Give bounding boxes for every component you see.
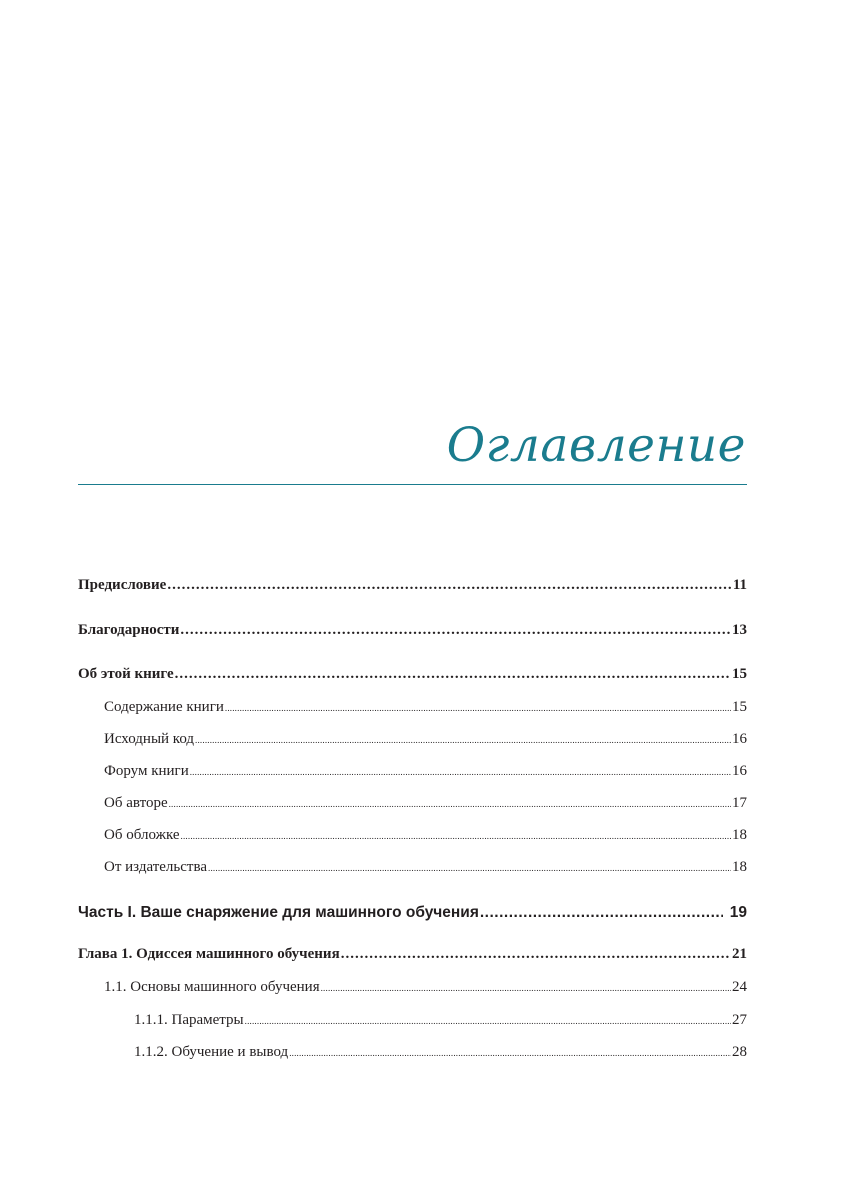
toc-entry-book-contents[interactable] [78, 699, 747, 716]
toc-entry-label: Часть I. Ваше снаряжение для машинного обучения [78, 904, 479, 921]
toc-entry-book-forum[interactable] [78, 763, 747, 780]
toc-leader-dots [167, 577, 732, 594]
toc-leader-dots [480, 904, 723, 922]
toc-entry-page: 19 [729, 904, 747, 921]
toc-entry-section-1-1-1[interactable] [78, 1012, 747, 1029]
toc-entry-page: 16 [732, 731, 747, 747]
toc-entry-label: Об авторе [104, 795, 168, 811]
toc-entry-label: Об этой книге [78, 666, 174, 682]
toc-entry-section-1-1-2[interactable] [78, 1044, 747, 1061]
toc-entry-page: 18 [732, 859, 747, 875]
toc-entry-page: 15 [732, 699, 747, 715]
toc-leader-dots [208, 863, 731, 873]
toc-entry-about-book[interactable] [78, 666, 747, 683]
toc-entry-source-code[interactable] [78, 731, 747, 748]
toc-entry-label: Об обложке [104, 827, 180, 843]
toc-entry-page: 28 [732, 1044, 747, 1060]
toc-entry-label: Содержание книги [104, 699, 224, 715]
toc-entry-chapter-1[interactable] [78, 946, 747, 963]
toc-leader-dots [245, 1016, 731, 1026]
toc-leader-dots [181, 831, 731, 841]
toc-entry-label: 1.1. Основы машинного обучения [104, 979, 320, 995]
toc-entry-label: Глава 1. Одиссея машинного обучения [78, 946, 340, 962]
toc-entry-page: 21 [732, 946, 747, 962]
toc-entry-preface[interactable] [78, 577, 747, 594]
toc-leader-dots [169, 799, 731, 809]
toc-entry-page: 16 [732, 763, 747, 779]
toc-entry-label: Форум книги [104, 763, 189, 779]
toc-entry-about-cover[interactable] [78, 827, 747, 844]
toc-entry-from-publisher[interactable] [78, 859, 747, 876]
title-divider [78, 484, 747, 485]
toc-leader-dots [190, 767, 731, 777]
toc-entry-label: Исходный код [104, 731, 195, 747]
toc-leader-dots [180, 622, 731, 639]
toc-leader-dots [195, 735, 731, 745]
toc-entry-page: 17 [732, 795, 747, 811]
toc-leader-dots [321, 983, 731, 993]
toc-leader-dots [175, 666, 731, 683]
toc-entry-label: Благодарности [78, 622, 180, 638]
toc-leader-dots [225, 703, 731, 713]
toc-entry-label: 1.1.2. Обучение и вывод [134, 1044, 289, 1060]
toc-entry-page: 15 [732, 666, 747, 682]
page-title: Оглавление [446, 418, 746, 473]
toc-entry-section-1-1[interactable] [78, 979, 747, 996]
toc-leader-dots [289, 1048, 731, 1058]
toc-entry-label: 1.1.1. Параметры [134, 1012, 244, 1028]
toc-entry-label: Предисловие [78, 577, 167, 593]
toc-entry-about-author[interactable] [78, 795, 747, 812]
toc-entry-acknowledgements[interactable] [78, 622, 747, 639]
toc-leader-dots [341, 946, 731, 963]
toc-entry-page: 18 [732, 827, 747, 843]
toc-entry-page: 13 [732, 622, 747, 638]
toc-entry-page: 27 [732, 1012, 747, 1028]
toc-entry-part-1[interactable] [78, 904, 747, 922]
toc-entry-page: 24 [732, 979, 747, 995]
toc-entry-page: 11 [732, 577, 747, 593]
toc-entry-label: От издательства [104, 859, 208, 875]
